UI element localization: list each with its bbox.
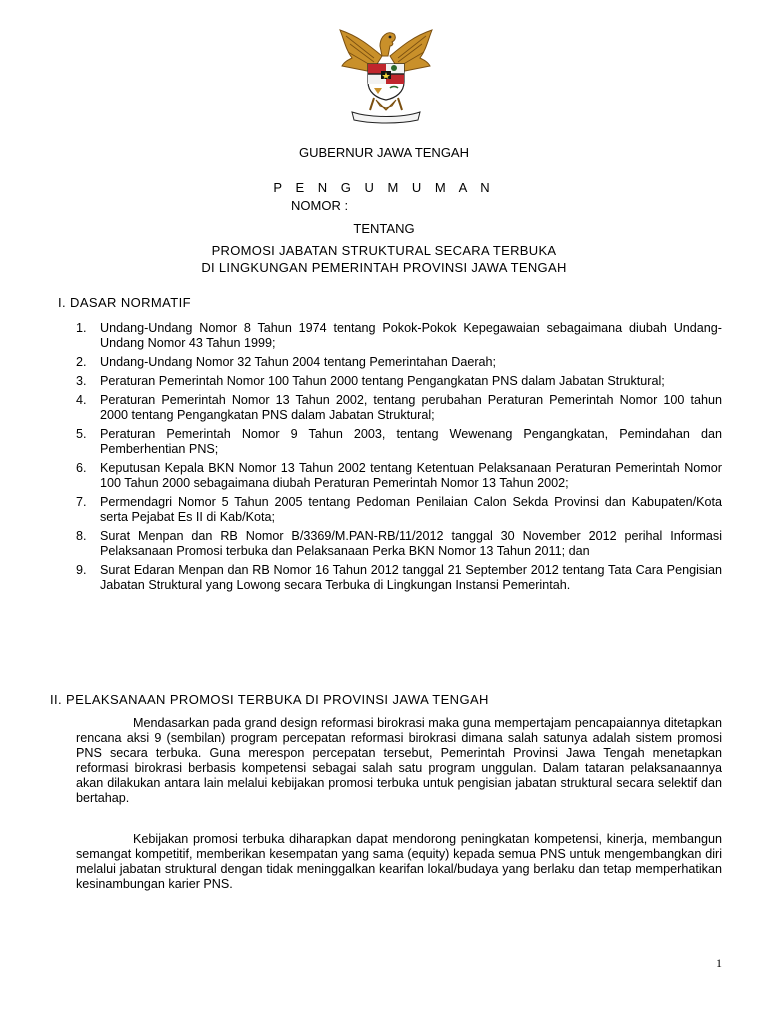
list-item-number: 8.	[76, 529, 87, 543]
list-item-number: 9.	[76, 563, 87, 577]
list-item-number: 5.	[76, 427, 87, 441]
list-item-text: Permendagri Nomor 5 Tahun 2005 tentang Pedoman Penilaian Calon Sekda Provinsi dan Kabupaten/Kota serta Pejabat Es II di Kab/Kota;	[100, 495, 722, 524]
list-item-number: 3.	[76, 374, 87, 388]
paragraph-2: Kebijakan promosi terbuka diharapkan dapat mendorong peningkatan kompetensi, kinerja, membangun semangat kompetitif, memberikan kesempatan yang sama (equity) kepada semua PNS untuk mengembangkan diri melalui jabatan struktural dengan tidak meninggalkan kearifan lokal/budaya yang berlaku dan tetap memperhatikan kesinambungan karier PNS.	[76, 832, 722, 891]
paragraph-1: Mendasarkan pada grand design reformasi birokrasi maka guna mempertajam pencapaiannya ditetapkan rencana aksi 9 (sembilan) program percepatan reformasi birokrasi dimana salah satunya adalah sistem promosi PNS secara terbuka. Guna merespon percepatan tersebut, Pemerintah Provinsi Jawa Tengah menetapkan reformasi birokrasi berbasis kompetensi sebagai salah satu program unggulan. Dalam tataran pelaksanaannya akan dilakukan antara lain melalui kebijakan promosi terbuka untuk pengisian jabatan struktural secara selektif dan bertahap.	[76, 716, 722, 805]
list-item-number: 6.	[76, 461, 87, 475]
list-item-number: 4.	[76, 393, 87, 407]
list-item	[76, 427, 722, 457]
page-number: 1	[716, 956, 722, 970]
legal-basis-list	[76, 321, 722, 597]
about-label: TENTANG	[353, 221, 415, 236]
garuda-pancasila-emblem-icon	[330, 16, 442, 128]
list-item-text: Undang-Undang Nomor 32 Tahun 2004 tentang Pemerintahan Daerah;	[100, 355, 497, 369]
announcement-label: P E N G U M U M A N	[273, 180, 495, 195]
list-item	[76, 495, 722, 525]
list-item	[76, 393, 722, 423]
list-item-text: Peraturan Pemerintah Nomor 100 Tahun 2000 tentang Pengangkatan PNS dalam Jabatan Struktural;	[100, 374, 665, 388]
list-item-text: Surat Edaran Menpan dan RB Nomor 16 Tahun 2012 tanggal 21 September 2012 tentang Tata Cara Pengisian Jabatan Struktural yang Lowong secara Terbuka di Lingkungan Instansi Pemerintah.	[100, 563, 722, 592]
list-item-text: Surat Menpan dan RB Nomor B/3369/M.PAN-RB/11/2012 tanggal 30 November 2012 perihal Informasi Pelaksanaan Promosi terbuka dan Pelaksanaan Perka BKN Nomor 13 Tahun 2011; dan	[100, 529, 722, 558]
list-item	[76, 461, 722, 491]
number-label: NOMOR :	[291, 198, 349, 213]
subject-line-1: PROMOSI JABATAN STRUKTURAL SECARA TERBUKA	[211, 243, 557, 258]
list-item-number: 7.	[76, 495, 87, 509]
list-item-number: 2.	[76, 355, 87, 369]
list-item-number: 1.	[76, 321, 87, 335]
list-item	[76, 355, 722, 370]
governor-title: GUBERNUR JAWA TENGAH	[299, 145, 469, 160]
list-item-text: Keputusan Kepala BKN Nomor 13 Tahun 2002 tentang Ketentuan Pelaksanaan Peraturan Pemerintah Nomor 100 Tahun 2000 sebagaimana diubah Peraturan Pemerintah Nomor 13 Tahun 2002;	[100, 461, 722, 490]
list-item	[76, 529, 722, 559]
list-item-text: Peraturan Pemerintah Nomor 9 Tahun 2003, tentang Wewenang Pengangkatan, Pemindahan dan Pemberhentian PNS;	[100, 427, 722, 456]
list-item-text: Peraturan Pemerintah Nomor 13 Tahun 2002, tentang perubahan Peraturan Pemerintah Nomor 100 tahun 2000 tentang Pengangkatan PNS dalam Jabatan Struktural;	[100, 393, 722, 422]
subject-line-2: DI LINGKUNGAN PEMERINTAH PROVINSI JAWA TENGAH	[201, 260, 567, 275]
list-item-text: Undang-Undang Nomor 8 Tahun 1974 tentang Pokok-Pokok Kepegawaian sebagaimana diubah Undang-Undang Nomor 43 Tahun 1999;	[100, 321, 722, 350]
section-1-heading: I. DASAR NORMATIF	[58, 295, 191, 310]
list-item	[76, 321, 722, 351]
section-2-heading: II. PELAKSANAAN PROMOSI TERBUKA DI PROVINSI JAWA TENGAH	[50, 692, 489, 707]
list-item	[76, 563, 722, 593]
list-item	[76, 374, 722, 389]
